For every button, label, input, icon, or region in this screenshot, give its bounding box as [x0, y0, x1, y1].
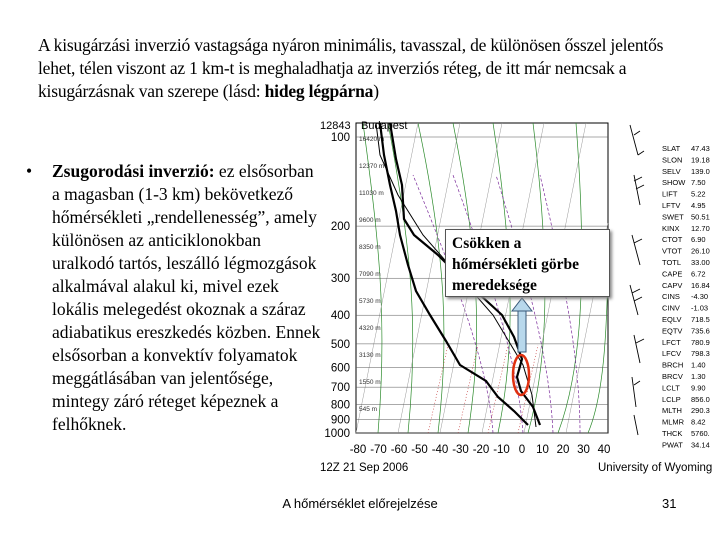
height-label: 4320 m: [359, 325, 381, 332]
bullet-text: [52, 160, 322, 436]
index-name: EQTV: [662, 326, 683, 336]
index-value: 8.42: [691, 417, 706, 427]
temperature-tick-label: -20: [472, 444, 490, 456]
pressure-tick-label: 800: [330, 399, 350, 412]
station-id: 12843: [320, 120, 351, 132]
height-label: 8350 m: [359, 244, 381, 251]
height-label: 16420 m: [359, 136, 385, 143]
stability-indices: [662, 144, 710, 449]
index-value: 47.43: [691, 144, 710, 153]
callout-box: [445, 229, 610, 297]
callout-line-3: meredeksége: [452, 277, 537, 294]
index-name: SWET: [662, 212, 684, 222]
index-name: MLMR: [662, 417, 685, 427]
index-value: 798.3: [691, 349, 710, 359]
index-name: TOTL: [662, 258, 682, 267]
height-label: 5730 m: [359, 298, 381, 305]
index-value: 9.90: [691, 383, 706, 393]
index-name: BRCH: [662, 360, 684, 370]
temperature-tick-label: 10: [536, 444, 549, 456]
temperature-tick-label: 0: [518, 444, 526, 456]
index-value: -1.03: [691, 303, 709, 313]
index-value: 735.6: [691, 326, 710, 336]
pressure-tick-label: 100: [330, 132, 350, 144]
index-name: BRCV: [662, 372, 683, 381]
height-label: 12370 m: [359, 163, 385, 170]
wind-barbs: [630, 125, 644, 435]
index-value: 718.5: [691, 315, 710, 324]
index-value: 856.0: [691, 394, 710, 404]
index-name: KINX: [662, 223, 680, 233]
bullet-body: ez elsősorban a magasban (1-3 km) bekövetkező hőmérsékleti „rendellenesség”, amely különösen az anticiklonokban uralkodó tartós, leszálló légmozgások alkalmával alakul ki, mivel ezek lokális melegedést okoznak a száraz adiabatikus ereszkedés közben. Ennek elsősorban a konvektív folyamatok meggátlásában van jelentősége, mintegy záró réteget képeznek a felhőknek.: [52, 161, 321, 434]
index-value: 4.95: [691, 201, 706, 210]
pressure-tick-label: 1000: [324, 428, 350, 440]
pressure-tick-label: 400: [330, 310, 350, 323]
index-name: SLAT: [662, 144, 681, 153]
temperature-tick-label: -10: [493, 444, 510, 456]
index-name: SLON: [662, 155, 683, 165]
index-name: SHOW: [662, 178, 686, 188]
height-label: 3130 m: [359, 352, 381, 359]
temperature-tick-label: 20: [556, 444, 570, 456]
index-value: 1.30: [691, 372, 706, 381]
height-label: 1550 m: [359, 379, 381, 386]
index-name: LCLP: [662, 394, 681, 404]
pressure-tick-label: 600: [330, 362, 350, 375]
index-value: -4.30: [691, 292, 709, 302]
source-label: University of Wyoming: [598, 462, 713, 474]
temperature-tick-label: -40: [431, 444, 449, 456]
temperature-tick-label: 30: [577, 444, 590, 456]
index-value: 34.14: [691, 440, 710, 450]
temperature-tick-label: -80: [349, 444, 367, 456]
index-value: 12.70: [691, 223, 710, 233]
index-value: 5.22: [691, 189, 706, 199]
index-name: CAPE: [662, 269, 683, 279]
temperature-tick-label: 40: [597, 444, 611, 456]
pressure-tick-label: 900: [330, 414, 350, 427]
page-number: 31: [662, 496, 677, 511]
index-value: 5760.: [691, 429, 710, 438]
index-name: PWAT: [662, 440, 683, 450]
index-value: 26.10: [691, 246, 710, 256]
index-name: VTOT: [662, 246, 682, 256]
index-name: MLTH: [662, 406, 682, 416]
pressure-tick-label: 700: [330, 382, 350, 395]
height-label: 9600 m: [359, 217, 381, 224]
index-value: 139.0: [691, 166, 710, 176]
index-value: 19.18: [691, 155, 710, 165]
index-name: CINV: [662, 303, 680, 313]
intro-text: A kisugárzási inverzió vastagsága nyáron minimális, tavasszal, de különösen ősszel jelentős lehet, télen viszont az 1 km-t is meghaladhatja az inverziós réteg, de itt már nemcsak a kisugárzásnak van szerepe (lásd:: [38, 35, 664, 101]
index-value: 1.40: [691, 360, 706, 370]
index-name: CINS: [662, 292, 680, 302]
index-name: THCK: [662, 429, 683, 438]
bullet-icon: •: [26, 161, 33, 181]
index-value: 50.51: [691, 212, 710, 222]
index-name: LFCV: [662, 349, 682, 359]
index-name: EQLV: [662, 315, 682, 324]
bullet-title: Zsugorodási inverzió:: [52, 161, 215, 181]
index-name: SELV: [662, 166, 681, 176]
height-label: 7090 m: [359, 271, 381, 278]
index-value: 290.3: [691, 406, 710, 416]
index-value: 6.72: [691, 269, 706, 279]
index-value: 33.00: [691, 258, 710, 267]
intro-paragraph: [38, 34, 698, 103]
height-label: 545 m: [359, 406, 378, 413]
temperature-tick-label: -70: [370, 444, 387, 456]
intro-bold-term: hideg légpárna: [264, 81, 374, 101]
temperature-tick-label: -30: [452, 444, 469, 456]
index-value: 7.50: [691, 178, 706, 188]
footer-title: A hőmérséklet előrejelzése: [282, 496, 438, 511]
pressure-tick-label: 300: [330, 273, 350, 286]
index-name: LFCT: [662, 337, 681, 347]
index-value: 16.84: [691, 280, 710, 290]
index-name: LFTV: [662, 201, 681, 210]
station-name: Budapest: [361, 120, 408, 132]
height-label: 11030 m: [359, 190, 384, 197]
pressure-tick-label: 500: [330, 338, 350, 351]
index-name: LIFT: [662, 189, 678, 199]
temperature-tick-label: -50: [411, 444, 428, 456]
date-label: 12Z 21 Sep 2006: [320, 462, 409, 474]
temperature-axis: [350, 444, 611, 456]
index-name: CTOT: [662, 235, 683, 245]
callout-line-1: Csökken a: [452, 235, 522, 252]
temperature-tick-label: -60: [390, 444, 408, 456]
index-value: 6.90: [691, 235, 706, 245]
index-value: 780.9: [691, 337, 710, 347]
height-labels: [359, 136, 384, 413]
pressure-tick-label: 200: [330, 221, 350, 234]
intro-text-end: ): [373, 81, 379, 101]
index-name: LCLT: [662, 383, 680, 393]
index-name: CAPV: [662, 280, 683, 290]
callout-line-2: hőmérsékleti görbe: [452, 256, 579, 273]
